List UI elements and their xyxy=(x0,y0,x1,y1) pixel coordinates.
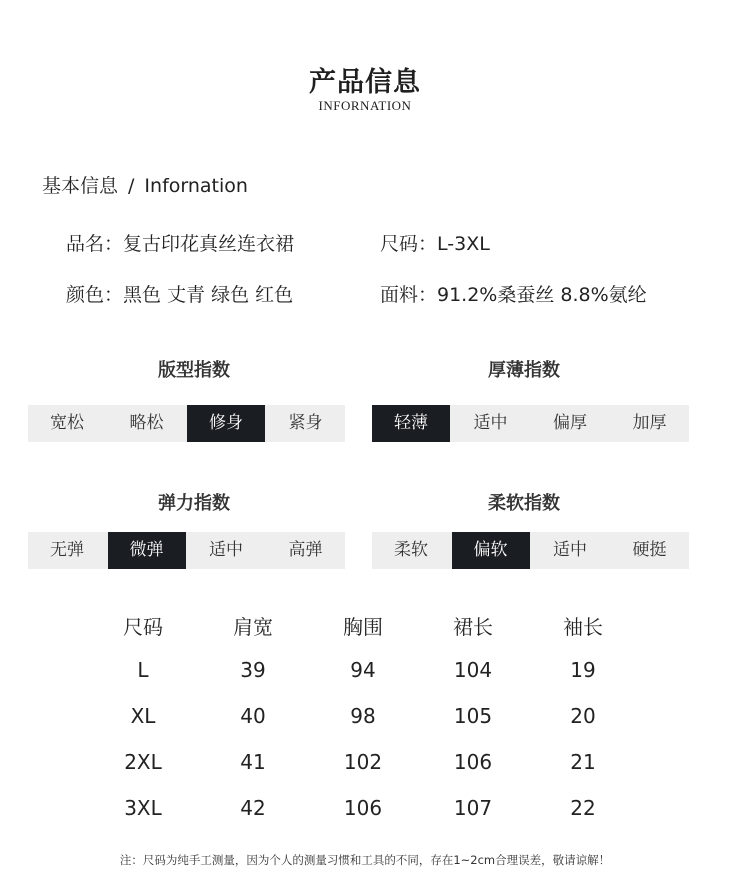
thickness-option[interactable]: 加厚 xyxy=(611,405,689,442)
thickness-option[interactable]: 轻薄 xyxy=(372,405,450,442)
size-table-header xyxy=(88,603,638,647)
fit-option[interactable]: 修身 xyxy=(187,405,265,442)
column-header: 胸围 xyxy=(343,614,383,639)
table-cell: 107 xyxy=(453,796,493,820)
column-header: 袖长 xyxy=(563,614,603,639)
table-cell: 98 xyxy=(350,704,376,728)
elasticity-option[interactable]: 无弹 xyxy=(28,532,106,569)
elasticity-option[interactable]: 高弹 xyxy=(267,532,345,569)
table-cell: 19 xyxy=(570,658,596,682)
page-title: 产品信息 xyxy=(309,67,421,98)
section-heading xyxy=(42,171,248,198)
table-row xyxy=(88,785,638,831)
section-heading-cn: 基本信息 xyxy=(42,175,119,197)
fit-option[interactable]: 紧身 xyxy=(267,405,345,442)
thickness-option[interactable]: 偏厚 xyxy=(531,405,609,442)
softness-option[interactable]: 硬挺 xyxy=(611,532,689,569)
fit-index-selector xyxy=(28,405,345,442)
table-cell: 3XL xyxy=(124,796,162,820)
softness-option[interactable]: 适中 xyxy=(531,532,609,569)
section-heading-separator: / xyxy=(128,175,135,197)
column-header: 肩宽 xyxy=(233,614,273,639)
table-cell: 106 xyxy=(343,796,383,820)
softness-option[interactable]: 偏软 xyxy=(452,532,530,569)
table-cell: 2XL xyxy=(124,750,162,774)
table-cell: XL xyxy=(130,704,156,728)
fit-option[interactable]: 宽松 xyxy=(28,405,106,442)
table-cell: 41 xyxy=(240,750,266,774)
fit-option[interactable]: 略松 xyxy=(108,405,186,442)
table-cell: 106 xyxy=(453,750,493,774)
table-cell: 39 xyxy=(240,658,266,682)
elasticity-option[interactable]: 微弹 xyxy=(108,532,186,569)
fit-index-title: 版型指数 xyxy=(158,360,230,381)
table-cell: 20 xyxy=(570,704,596,728)
table-cell: L xyxy=(137,658,149,682)
thickness-index-selector xyxy=(372,405,689,442)
table-cell: 21 xyxy=(570,750,596,774)
table-cell: 94 xyxy=(350,658,376,682)
product-fabric: 面料：91.2%桑蚕丝 8.8%氨纶 xyxy=(380,284,647,306)
measurement-note: 注：尺码为纯手工测量，因为个人的测量习惯和工具的不同，存在1~2cm合理误差，敬请谅解！ xyxy=(119,853,611,867)
elasticity-index-title: 弹力指数 xyxy=(158,493,230,514)
softness-index-selector xyxy=(372,532,689,569)
table-cell: 105 xyxy=(453,704,493,728)
section-heading-en: Infornation xyxy=(144,175,248,197)
elasticity-index-selector xyxy=(28,532,345,569)
table-cell: 22 xyxy=(570,796,596,820)
size-table xyxy=(88,603,638,831)
table-cell: 40 xyxy=(240,704,266,728)
product-colors: 颜色：黑色 丈青 绿色 红色 xyxy=(66,284,294,306)
column-header: 裙长 xyxy=(453,614,493,639)
table-row xyxy=(88,693,638,739)
product-size-range: 尺码：L-3XL xyxy=(380,233,490,255)
table-row xyxy=(88,647,638,693)
table-cell: 42 xyxy=(240,796,266,820)
elasticity-option[interactable]: 适中 xyxy=(187,532,265,569)
softness-index-title: 柔软指数 xyxy=(488,493,560,514)
product-name: 品名：复古印花真丝连衣裙 xyxy=(66,233,295,255)
softness-option[interactable]: 柔软 xyxy=(372,532,450,569)
thickness-option[interactable]: 适中 xyxy=(452,405,530,442)
column-header: 尺码 xyxy=(123,614,163,639)
thickness-index-title: 厚薄指数 xyxy=(488,360,560,381)
page-subtitle: INFORNATION xyxy=(318,98,412,113)
table-cell: 104 xyxy=(453,658,493,682)
table-cell: 102 xyxy=(343,750,383,774)
table-row xyxy=(88,739,638,785)
